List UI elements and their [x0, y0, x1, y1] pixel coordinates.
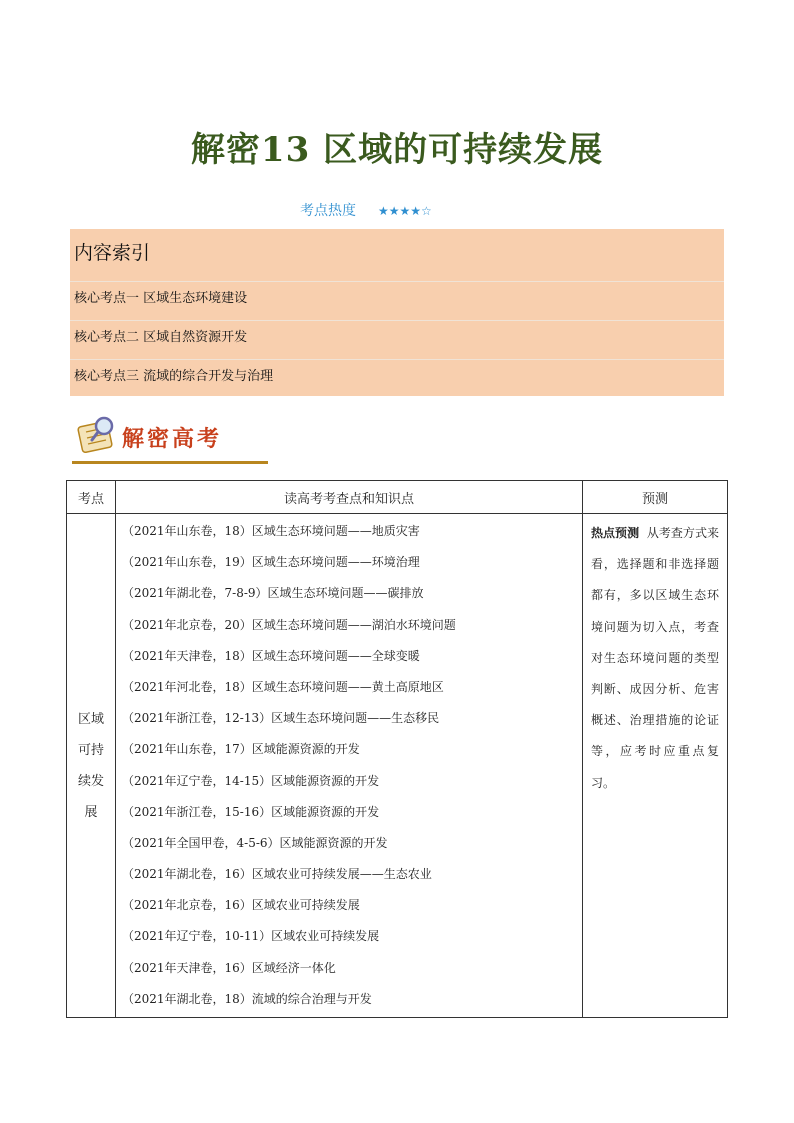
exam-point: （2021年浙江卷，15-16）区域能源资源的开发 — [122, 804, 380, 819]
table-row — [67, 514, 728, 1018]
exam-point: （2021年天津卷，16）区域经济一体化 — [122, 960, 336, 975]
exam-point: （2021年天津卷，18）区域生态环境问题——全球变暖 — [122, 648, 420, 663]
prediction-label: 热点预测 — [591, 526, 640, 540]
banner-text: 解密高考 — [122, 426, 223, 452]
exam-point: （2021年山东卷，19）区域生态环境问题——环境治理 — [122, 555, 420, 570]
col-header-topic: 考点 — [67, 481, 116, 514]
index-item: 核心考点一 区域生态环境建设 — [70, 282, 724, 321]
table-header-row — [67, 481, 728, 514]
exam-point: （2021年河北卷，18）区域生态环境问题——黄土高原地区 — [122, 679, 444, 694]
exam-point: （2021年全国甲卷，4-5-6）区域能源资源的开发 — [122, 835, 388, 850]
exam-point: （2021年北京卷，16）区域农业可持续发展 — [122, 898, 360, 913]
exam-point: （2021年山东卷，18）区域生态环境问题——地质灾害 — [122, 524, 420, 538]
exam-points-table — [66, 480, 728, 1018]
exam-point: （2021年湖北卷，7-8-9）区域生态环境问题——碳排放 — [122, 586, 424, 601]
prediction-cell — [583, 514, 728, 1018]
magnifier-notebook-icon — [74, 414, 122, 458]
exam-point: （2021年辽宁卷，10-11）区域农业可持续发展 — [122, 929, 380, 944]
content-index — [70, 229, 724, 396]
exam-point: （2021年北京卷，20）区域生态环境问题——湖泊水环境问题 — [122, 617, 456, 632]
prediction-text: 从考查方式来看，选择题和非选择题都有，多以区域生态环境问题为切入点，考查对生态环境问题的类型判断、成因分析、危害概述、治理措施的论证等，应考时应重点复习。 — [591, 526, 719, 790]
col-header-points: 读高考考查点和知识点 — [116, 481, 583, 514]
heat-stars: ★★★★☆ — [378, 204, 432, 218]
exam-point: （2021年浙江卷，12-13）区域生态环境问题——生态移民 — [122, 711, 440, 726]
exam-point: （2021年湖北卷，16）区域农业可持续发展——生态农业 — [122, 867, 432, 882]
heat-label: 考点热度 — [300, 203, 356, 219]
topic-text: 区域可持续发展 — [77, 711, 104, 820]
points-cell — [116, 514, 583, 1018]
heat-rating — [300, 200, 432, 220]
index-heading: 内容索引 — [70, 229, 724, 282]
index-item: 核心考点二 区域自然资源开发 — [70, 321, 724, 360]
banner-underline — [72, 461, 268, 464]
col-header-prediction: 预测 — [583, 481, 728, 514]
index-item: 核心考点三 流域的综合开发与治理 — [74, 369, 274, 384]
exam-point: （2021年湖北卷，18）流域的综合治理与开发 — [122, 991, 372, 1006]
exam-point: （2021年辽宁卷，14-15）区域能源资源的开发 — [122, 773, 380, 788]
topic-cell — [67, 514, 116, 1018]
page-title: 解密13 区域的可持续发展 — [190, 130, 604, 170]
exam-point: （2021年山东卷，17）区域能源资源的开发 — [122, 742, 360, 757]
section-banner — [72, 414, 272, 466]
